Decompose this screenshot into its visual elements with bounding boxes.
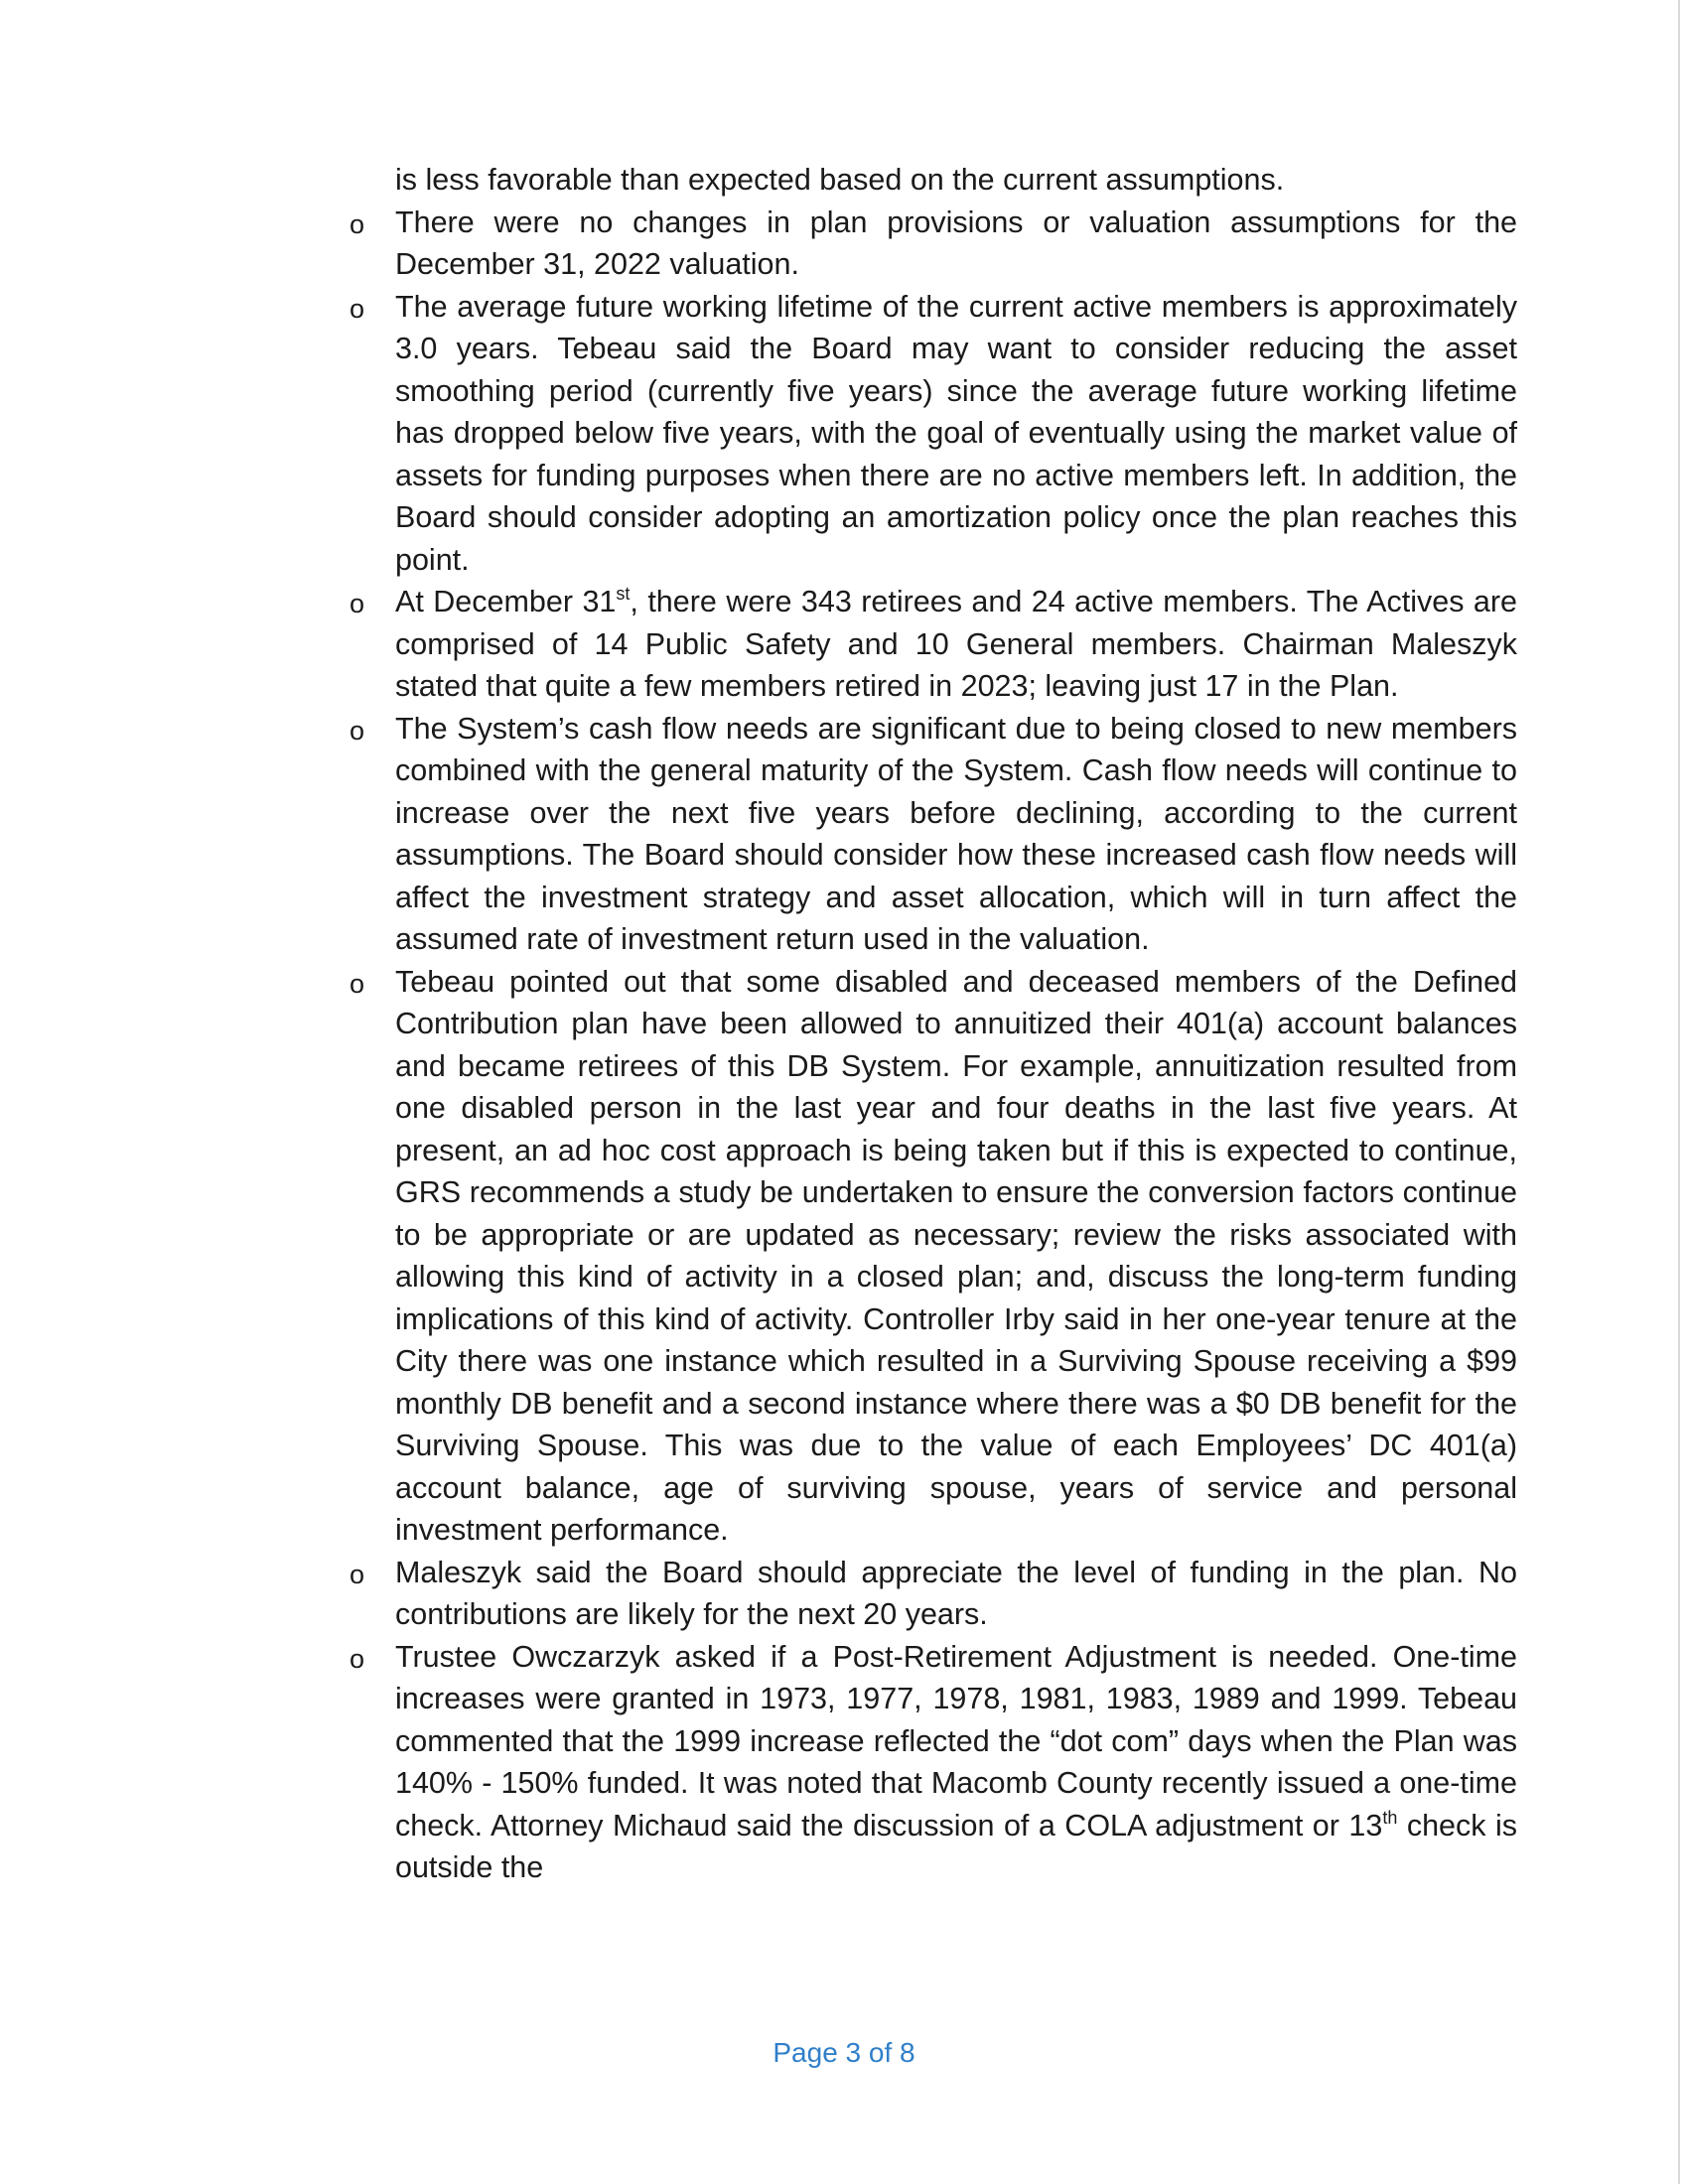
scan-edge-line <box>1678 0 1680 2184</box>
bullet-text: There were no changes in plan provisions or valuation assumptions for the December 31, 2022 valuation. <box>395 205 1517 281</box>
bullet-text-end: check is outside the <box>395 1808 1517 1884</box>
bullet-item-post-retirement-adjustment <box>350 1636 1517 1889</box>
bullet-item-funding-level <box>350 1552 1517 1636</box>
bullet-marker: o <box>350 1643 365 1674</box>
bullet-text-start: Trustee Owczarzyk asked if a Post-Retirement Adjustment is needed. One-time increases were granted in 1973, 1977, 1978, 1981, 1983, 1989 and 1999. Tebeau commented that the 1999 increase reflected the “dot com” days when the Plan was 140% - 150% funded. It was noted that Macomb County recently issued a one-time check. Attorney Michaud said the discussion of a COLA adjustment or 13 <box>395 1639 1517 1843</box>
bullet-item-valuation-changes <box>350 202 1517 286</box>
bullet-marker: o <box>350 715 365 746</box>
ordinal-superscript: th <box>1382 1807 1398 1828</box>
bullet-marker: o <box>350 968 365 999</box>
minutes-body <box>350 159 1517 1889</box>
ordinal-superscript: st <box>616 584 631 604</box>
bullet-marker: o <box>350 1559 365 1589</box>
bullet-item-member-counts <box>350 581 1517 708</box>
bullet-item-annuitization <box>350 961 1517 1552</box>
bullet-marker: o <box>350 208 365 239</box>
bullet-item-cash-flow <box>350 708 1517 961</box>
bullet-marker: o <box>350 293 365 324</box>
bullet-marker: o <box>350 589 365 618</box>
bullet-text: The average future working lifetime of the current active members is approximately 3.0 years. Tebeau said the Board may want to consider reducing the asset smoothing period (currently five years) since the average future working lifetime has dropped below five years, with the goal of eventually using the market value of assets for funding purposes when there are no active members left. In addition, the Board should consider adopting an amortization policy once the plan reaches this point. <box>395 289 1517 577</box>
bullet-item-working-lifetime <box>350 286 1517 582</box>
bullet-text: Maleszyk said the Board should appreciate the level of funding in the plan. No contributions are likely for the next 20 years. <box>395 1555 1517 1631</box>
bullet-text-end: , there were 343 retirees and 24 active members. The Actives are comprised of 14 Public Safety and 10 General members. Chairman Maleszyk stated that quite a few members retired in 2023; leaving just 17 in the Plan. <box>395 585 1517 703</box>
bullet-text: Tebeau pointed out that some disabled and deceased members of the Defined Contribution plan have been allowed to annuitized their 401(a) account balances and became retirees of this DB System. For example, annuitization resulted from one disabled person in the last year and four deaths in the last five years. At present, an ad hoc cost approach is being taken but if this is expected to continue, GRS recommends a study be undertaken to ensure the conversion factors continue to be appropriate or are updated as necessary; review the risks associated with allowing this kind of activity in a closed plan; and, discuss the long-term funding implications of this kind of activity. Controller Irby said in her one-year tenure at the City there was one instance which resulted in a Surviving Spouse receiving a $99 monthly DB benefit and a second instance where there was a $0 DB benefit for the Surviving Spouse. This was due to the value of each Employees’ DC 401(a) account balance, age of surviving spouse, years of service and personal investment performance. <box>395 964 1517 1547</box>
page-number-footer: Page 3 of 8 <box>773 2037 915 2068</box>
bullet-text: The System’s cash flow needs are significant due to being closed to new members combined with the general maturity of the System. Cash flow needs will continue to increase over the next five years before declining, according to the current assumptions. The Board should consider how these increased cash flow needs will affect the investment strategy and asset allocation, which will in turn affect the assumed rate of investment return used in the valuation. <box>395 711 1517 956</box>
bullet-text-start: At December 31 <box>395 585 617 618</box>
continued-paragraph: is less favorable than expected based on the current assumptions. <box>395 163 1285 197</box>
bullet-list <box>350 202 1517 1889</box>
